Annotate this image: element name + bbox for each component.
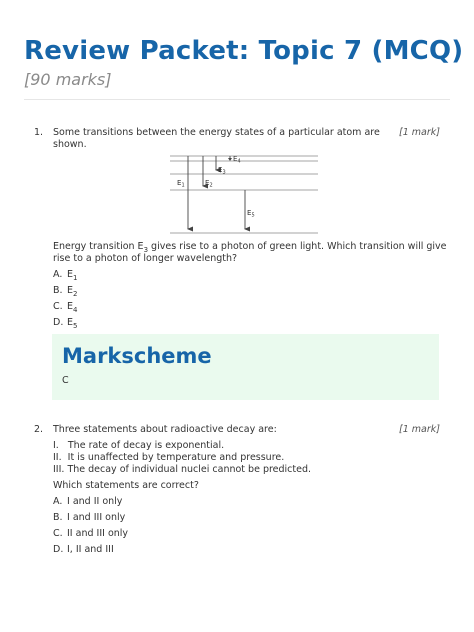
statement-line: II. It is unaffected by temperature and pressure.	[53, 452, 285, 463]
page-title: Review Packet: Topic 7 (MCQ)	[24, 36, 464, 66]
question-stem-line: Energy transition $E_3$ gives rise to a photon of green light. Which transition will give	[53, 241, 447, 254]
markscheme-box	[52, 334, 439, 400]
question-stem-line: rise to a photon of longer wavelength?	[53, 253, 238, 264]
diagram-label-e2: $E_2$	[205, 179, 213, 189]
question-prompt: Which statements are correct?	[53, 480, 199, 491]
energy-level-diagram	[170, 152, 322, 236]
answer-option[interactable]: B. $E_2$	[53, 285, 78, 298]
markscheme-heading: Markscheme	[62, 344, 212, 368]
answer-option[interactable]: D. I, II and III	[53, 544, 114, 555]
diagram-label-e1: $E_1$	[177, 179, 185, 189]
question-number: 1.	[34, 127, 44, 138]
transition-arrowhead	[228, 158, 232, 161]
question-intro-line: Three statements about radioactive decay are:	[53, 424, 277, 435]
markscheme-answer: C	[62, 375, 69, 386]
question-number: 2.	[34, 424, 44, 435]
diagram-label-e4: $E_4$	[233, 155, 241, 165]
answer-option[interactable]: D. $E_5$	[53, 317, 78, 330]
question-marks: [1 mark]	[399, 424, 440, 435]
answer-option[interactable]: C. $E_4$	[53, 301, 78, 314]
answer-option[interactable]: A. I and II only	[53, 496, 123, 507]
question-intro-line: Some transitions between the energy states of a particular atom are	[53, 127, 380, 138]
diagram-label-e3: $E_3$	[218, 166, 226, 176]
answer-option[interactable]: B. I and III only	[53, 512, 126, 523]
header-divider	[24, 99, 450, 100]
diagram-label-e5: $E_5$	[247, 209, 255, 219]
statement-line: III. The decay of individual nuclei cannot be predicted.	[53, 464, 312, 475]
answer-option[interactable]: C. II and III only	[53, 528, 129, 539]
statement-line: I. The rate of decay is exponential.	[53, 440, 225, 451]
question-intro-line: shown.	[53, 139, 87, 150]
page-subtitle: [90 marks]	[24, 70, 112, 89]
question-marks: [1 mark]	[399, 127, 440, 138]
answer-option[interactable]: A. $E_1$	[53, 269, 78, 282]
